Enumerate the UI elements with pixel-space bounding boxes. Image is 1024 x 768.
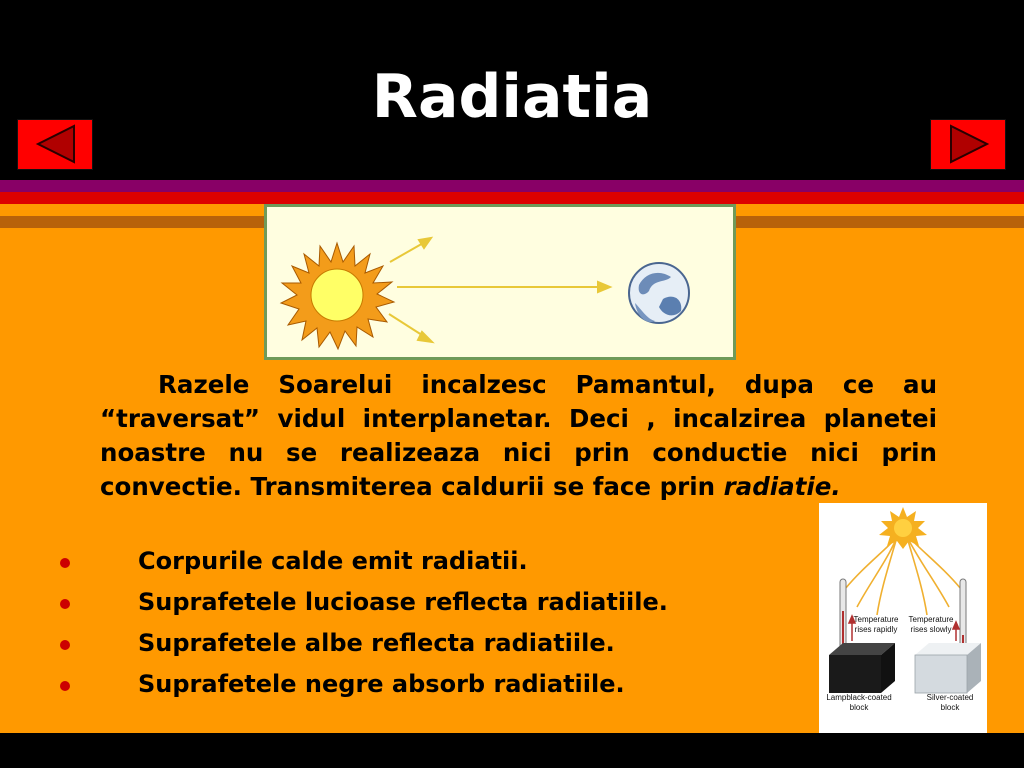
earth-icon — [629, 263, 689, 323]
triangle-right-icon — [931, 120, 1005, 169]
ray-arrows — [389, 238, 610, 342]
next-slide-button[interactable] — [930, 119, 1006, 170]
paragraph-text: Razele Soarelui incalzesc Pamantul, dupa ce au “traversat” vidul interplanetar. Deci , incalzirea planetei noastre nu se realizeaza nici prin conductie nici prin convectie. Transmiterea caldurii se face prin — [100, 370, 938, 501]
bullet-dot-icon — [60, 681, 70, 691]
previous-slide-button[interactable] — [17, 119, 93, 170]
decor-stripe-red — [0, 192, 1024, 204]
left-temperature-caption: Temperature rises rapidly — [853, 615, 899, 634]
paragraph-emphasis: radiatie. — [723, 472, 841, 501]
slide-title: Radiatia — [371, 62, 653, 132]
triangle-left-icon — [18, 120, 92, 169]
bullet-dot-icon — [60, 599, 70, 609]
bullet-text: Suprafetele lucioase reflecta radiatiile. — [138, 588, 668, 616]
bullet-text: Corpurile calde emit — [138, 547, 421, 575]
right-temperature-caption: Temperature rises slowly — [908, 615, 954, 634]
bullet-emphasis: radiatii. — [420, 547, 528, 575]
footer-bar — [0, 733, 1024, 768]
bullet-text: Suprafetele albe reflecta radiatiile. — [138, 629, 615, 657]
sun-earth-illustration — [264, 204, 736, 360]
black-block — [829, 643, 895, 693]
bullet-dot-icon — [60, 558, 70, 568]
sun-icon — [879, 507, 927, 549]
silver-block — [915, 643, 981, 693]
radiation-experiment-illustration — [819, 503, 987, 733]
right-block-caption: Silver-coated block — [926, 693, 974, 712]
bullet-text: Suprafetele negre absorb radiatiile. — [138, 670, 625, 698]
intro-paragraph — [100, 368, 937, 504]
left-block-caption: Lampblack-coated block — [826, 693, 892, 712]
decor-stripe-purple — [0, 180, 1024, 192]
bullet-dot-icon — [60, 640, 70, 650]
sun-icon — [281, 243, 394, 349]
